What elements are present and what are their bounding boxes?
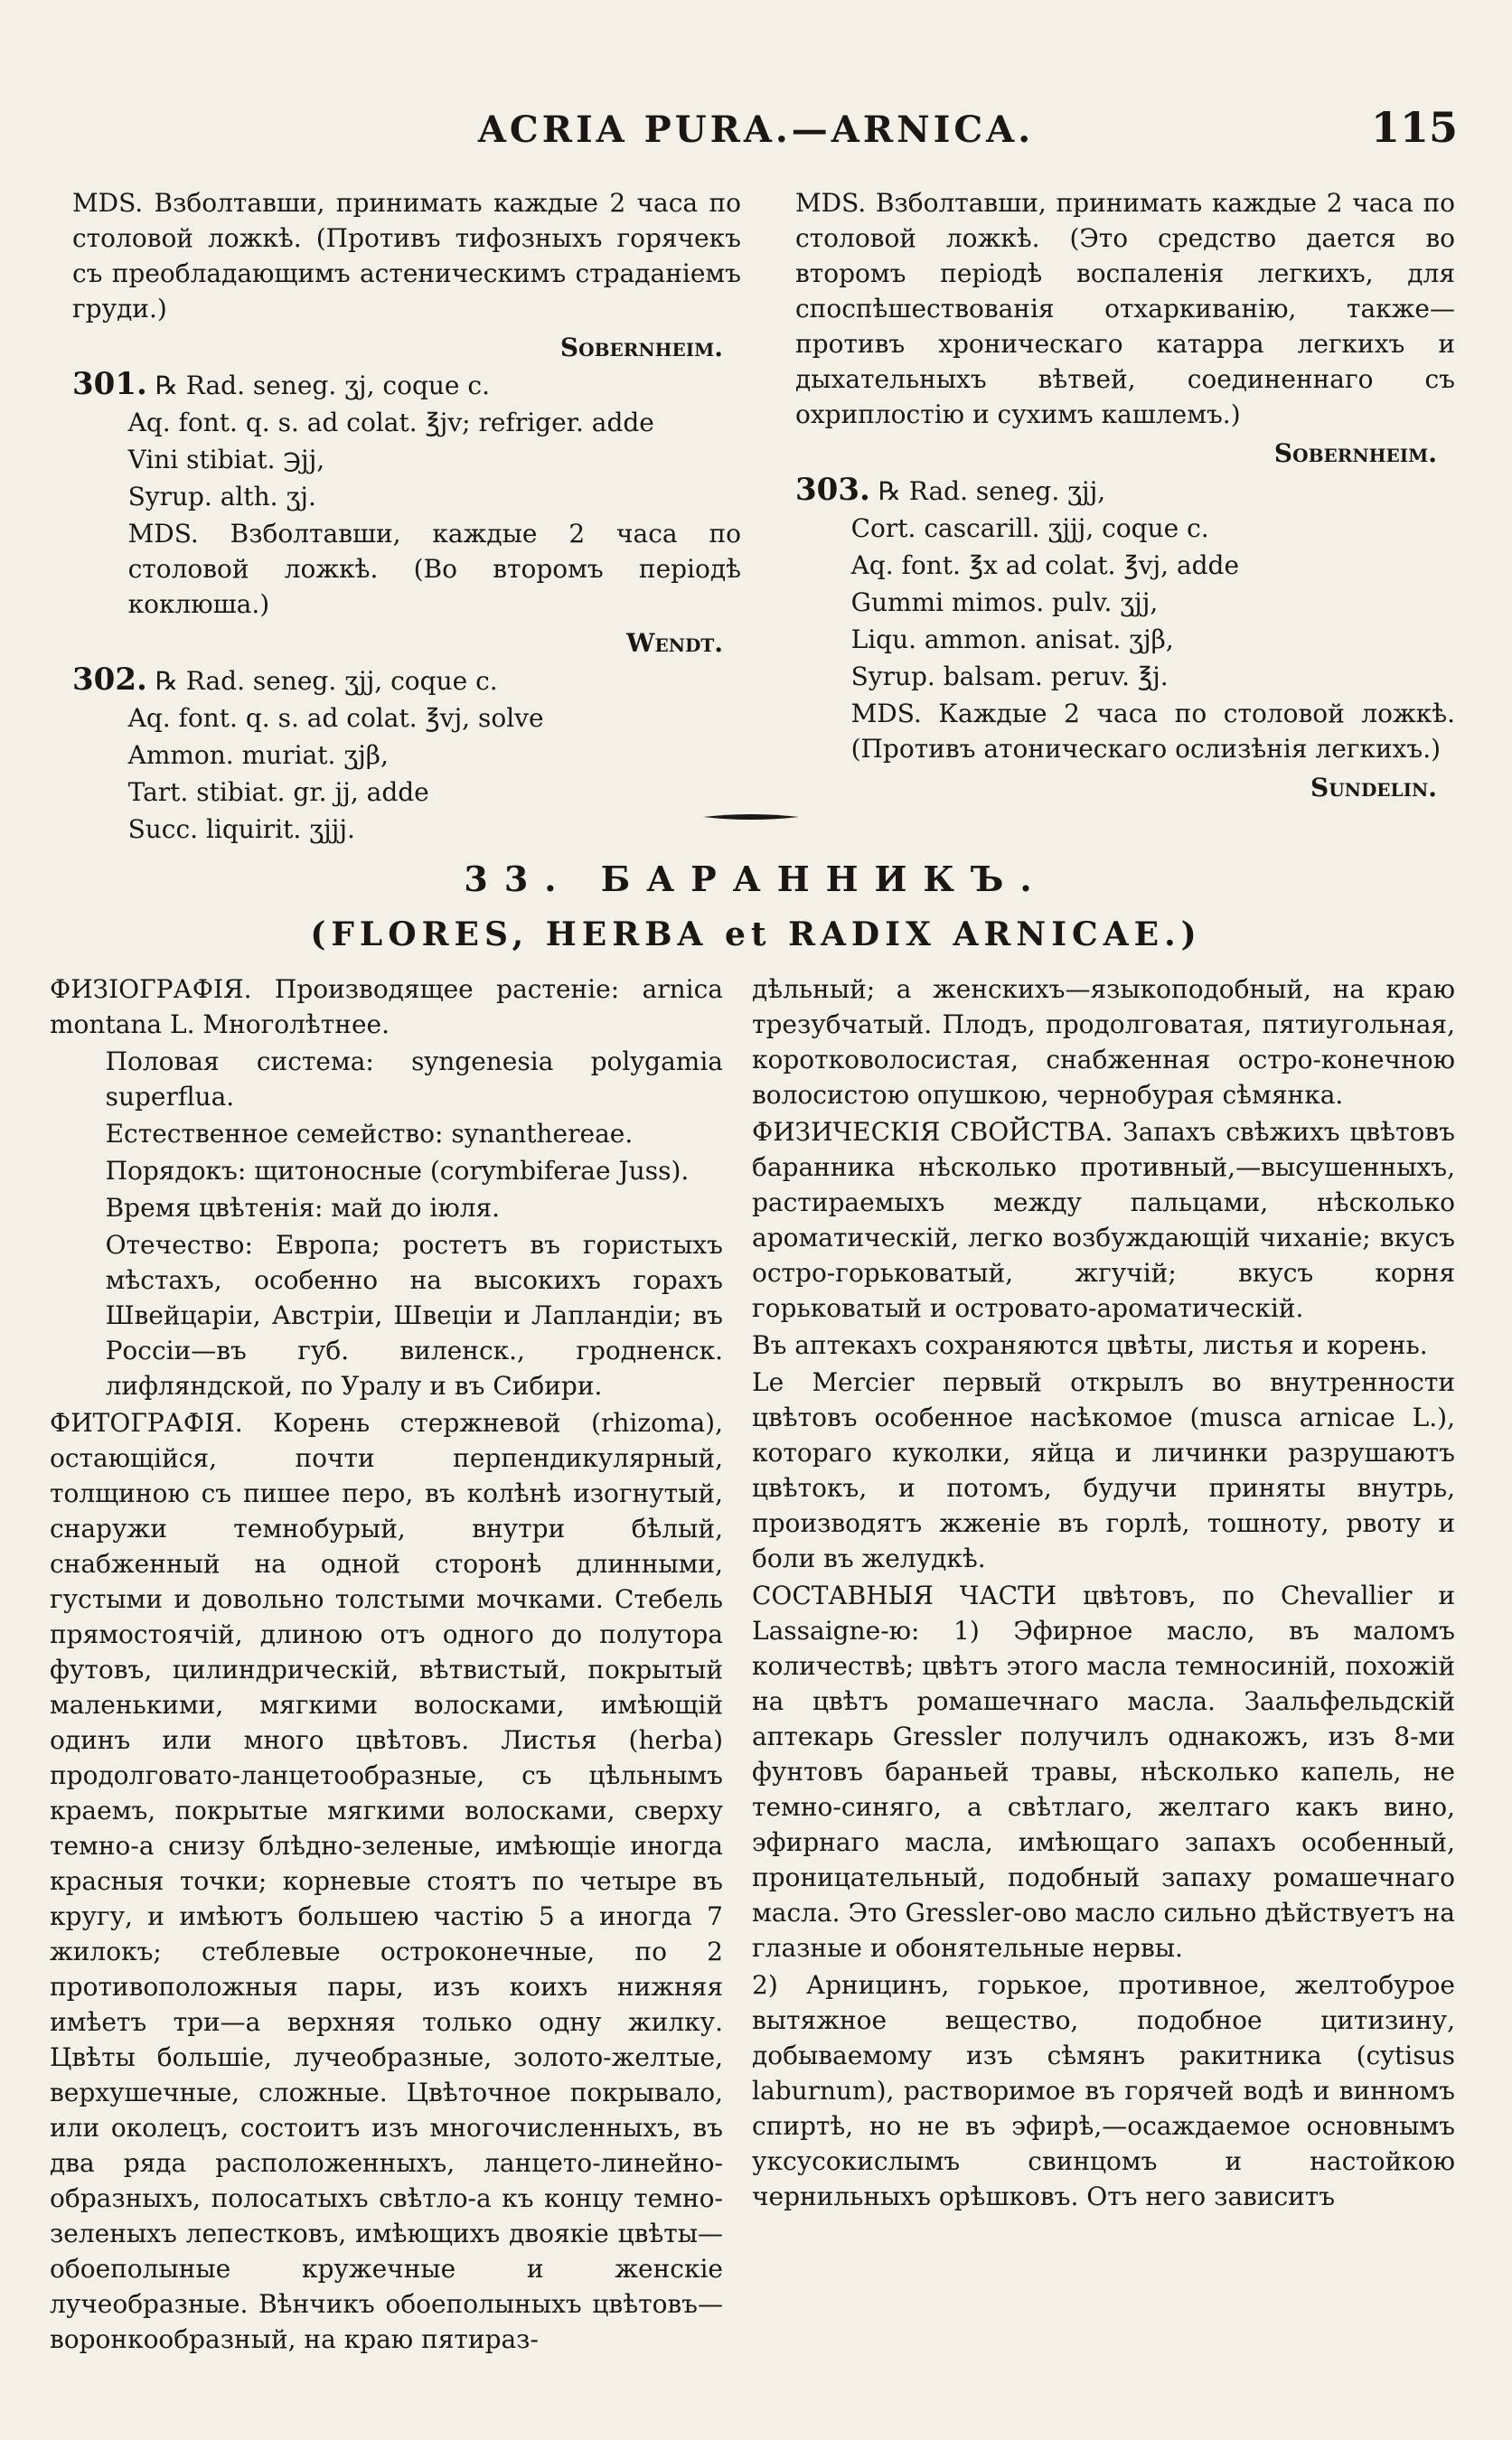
prescription-line: Aq. font. q. s. ad colat. ℥vj, solve [127,703,544,733]
prescription-number: 302. [72,662,147,698]
paragraph: Естественное семейство: synanthereae. [105,1119,634,1149]
prescription-instruction: MDS. Каждые 2 часа по столовой ложкѣ. (Противъ атоническаго ослизѣнія легкихъ.) [850,699,1455,764]
paragraph: 2) Арницинъ, горькое, противное, желтобурое вытяжное вещество, подобное цитизину, добываемому изъ сѣмянъ ракитника (cytisus laburnum), растворимое въ горячей водѣ и винномъ спиртѣ, но не въ эфирѣ,—осаждаемое основнымъ уксусокислымъ свинцомъ и настойкою чернильныхъ орѣшковъ. Отъ него зависитъ [752,1970,1455,2211]
paragraph: СОСТАВНЫЯ ЧАСТИ цвѣтовъ, по Chevallier и Lassaigne-ю: 1) Эфирное масло, въ маломъ количествѣ; цвѣтъ этого масла темносиній, похожій на цвѣтъ ромашечнаго масла. Заальфельдскій аптекарь Gressler получилъ однакожъ, изъ 8-ми фунтовъ бараньей травы, нѣсколько капель, не темно-синяго, а свѣтлаго, желтаго какъ вино, эфирнаго масла, имѣющаго запахъ особенный, проницательный, подобный запаху ромашечнаго масла. Это Gressler-ово масло сильно дѣйствуетъ на глазные и обонятельные нервы. [752,1581,1455,1963]
author-signature: Wendt. [626,628,723,658]
paragraph: дѣльный; а женскихъ—языкоподобный, на краю трезубчатый. Плодъ, продолговатая, пятиугольная, коротковолосистая, снабженная остро-конечною волосистою опушкою, чернобурая сѣмянка. [752,974,1455,1110]
prescription-number: 301. [72,366,147,402]
prescription-line: Syrup. balsam. peruv. ℥j. [850,662,1169,691]
author-signature: Sobernheim. [559,333,723,362]
author-signature: Sobernheim. [1273,438,1437,468]
paragraph: Порядокъ: щитоносные (corymbiferae Juss). [105,1156,690,1186]
prescription-line: Succ. liquirit. ʒjjj. [127,814,355,844]
prescription-line: Aq. font. q. s. ad colat. ℥jv; refriger. adde [127,408,654,437]
prescription-line: Vini stibiat. ℈jj, [127,445,325,474]
page-number: 115 [1370,103,1458,152]
paragraph: ФИЗИЧЕСКІЯ СВОЙСТВА. Запахъ свѣжихъ цвѣтовъ баранника нѣсколько противный,—высушенныхъ, растираемыхъ между пальцами, нѣсколько ароматическій, легко возбуждающій чиханіе; вкусъ остро-горьковатый, жгучій; вкусъ корня горьковатый и островато-ароматическій. [752,1117,1455,1323]
prescription-line: Aq. font. ℥x ad colat. ℥vj, adde [850,550,1240,580]
prescription-line: Liqu. ammon. anisat. ʒjβ, [850,624,1174,654]
prescription-line: 301. ℞ Rad. seneg. ʒj, coque c. [72,366,490,402]
prescription-line: Ammon. muriat. ʒjβ, [127,740,389,770]
prescription-line: Gummi mimos. pulv. ʒjj, [850,587,1159,617]
section-subtitle: (FLORES, HERBA et RADIX ARNICAE.) [310,915,1202,953]
paragraph: Отечество: Европа; ростетъ въ гористыхъ мѣстахъ, особенно на высокихъ горахъ Швейцаріи, Австріи, Швеціи и Лапландіи; въ Россіи—въ губ. виленск., гродненск. лифляндской, по Уралу и въ Сибири. [105,1230,723,1401]
prescription-line: 302. ℞ Rad. seneg. ʒjj, coque c. [72,662,498,698]
prescription-line: 303. ℞ Rad. seneg. ʒjj, [795,472,1106,508]
author-signature: Sundelin. [1310,773,1437,802]
prescription-instruction: MDS. Взболтавши, принимать каждые 2 часа по столовой ложкѣ. (Противъ тифозныхъ горячекъ съ преобладающимъ астеническимъ страданіемъ груди.) [72,188,741,324]
right-column-top [795,185,1455,807]
section-divider-ornament [701,812,801,822]
section-title: 33. БАРАННИКЪ. [464,859,1048,899]
prescription-line: Tart. stibiat. gr. jj, adde [127,777,429,807]
prescription-instruction: MDS. Взболтавши, принимать каждые 2 часа по столовой ложкѣ. (Это средство дается во второмъ періодѣ воспаленія легкихъ, для споспѣшествованія отхаркиванію, также—противъ хроническаго катарра легкихъ и дыхательныхъ вѣтвей, соединеннаго съ охриплостію и сухимъ кашлемъ.) [795,188,1455,429]
prescription-line: Cort. cascarill. ʒjjj, coque c. [850,513,1209,543]
paragraph: Въ аптекахъ сохраняются цвѣты, листья и корень. [752,1330,1428,1360]
left-column-top [72,185,741,849]
running-header [36,103,1476,163]
prescription-instruction: MDS. Взболтавши, каждые 2 часа по столовой ложкѣ. (Во второмъ періодѣ коклюша.) [127,519,741,619]
running-title: ACRIA PURA.—ARNICA. [477,108,1035,151]
prescription-number: 303. [795,472,870,508]
paragraph: ФИТОГРАФІЯ. Корень стержневой (rhizoma), остающійся, почти перпендикулярный, толщиною съ пишее перо, въ колѣнѣ изогнутый, снаружи темнобурый, внутри бѣлый, снабженный на одной сторонѣ длинными, густыми и довольно толстыми мочками. Стебель прямостоячій, длиною отъ одного до полутора футовъ, цилиндрическій, вѣтвистый, покрытый маленькими, мягкими волосками, имѣющій одинъ или много цвѣтовъ. Листья (herba) продолговато-ланцетообразные, съ цѣльнымъ краемъ, покрытые мягкими волосками, сверху темно-а снизу блѣдно-зеленые, имѣющіе иногда красныя точки; корневые стоятъ по четыре въ кругу, и имѣютъ большею частію 5 а иногда 7 жилокъ; стеблевые остроконечные, по 2 противоположныя пары, изъ коихъ нижняя имѣетъ три—а верхняя только одну жилку. Цвѣты большіе, лучеобразные, золото-желтые, верхушечные, сложные. Цвѣточное покрывало, или околецъ, состоитъ изъ многочисленныхъ, въ два ряда расположенныхъ, ланцето-линейно-образныхъ, полосатыхъ свѣтло-а къ концу темно-зеленыхъ лепестковъ, имѣющихъ двоякіе цвѣты—обоеполыные кружечные и женскіе лучеобразные. Вѣнчикъ обоеполыныхъ цвѣтовъ—воронкообразный, на краю пятираз- [50,1408,723,2354]
paragraph: Половая система: syngenesia polygamia superflua. [105,1046,723,1112]
left-column-bottom [50,971,723,2359]
right-column-bottom [752,971,1455,2216]
paragraph: Le Mercier первый открылъ во внутренности цвѣтовъ особенное насѣкомое (musca arnicae L.), котораго куколки, яйца и личинки разрушаютъ цвѣтокъ, и потомъ, будучи приняты внутрь, производятъ жженіе въ горлѣ, тошноту, рвоту и боли въ желудкѣ. [752,1367,1455,1573]
paragraph: Время цвѣтенія: май до іюля. [105,1193,501,1223]
prescription-line: Syrup. alth. ʒj. [127,482,316,511]
paragraph: ФИЗІОГРАФІЯ. Производящее растеніе: arnica montana L. Многолѣтнее. [50,974,723,1039]
